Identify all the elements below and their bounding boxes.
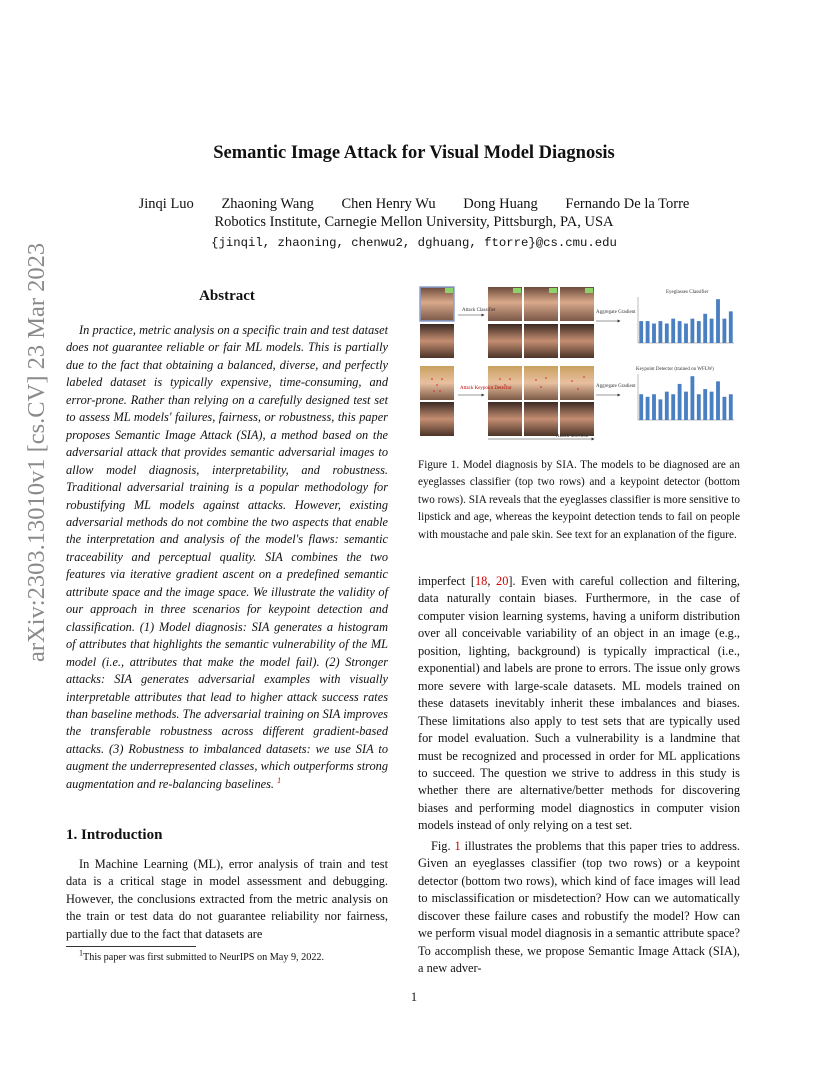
- chart-title: Eyeglasses Classifier: [666, 290, 709, 295]
- figure-link[interactable]: 1: [454, 838, 461, 853]
- text-run: Fig.: [431, 838, 455, 853]
- author-name: Jinqi Luo: [138, 196, 194, 212]
- chart-bar: [690, 376, 694, 420]
- chart-bar: [697, 394, 701, 420]
- footnote-text: This paper was first submitted to NeurIPS on May 9, 2022.: [83, 952, 325, 963]
- abstract-text: In practice, metric analysis on a specific train and test dataset does not guarantee reliable or fair ML models. This is partially due to the fact that obtaining a balanced, diverse, and perfectly labeled dataset is typically expensive, time-consuming, and error-prone. Rather than relying on a carefully designed test set to assess ML models' failures, fairness, or robustness, this paper proposes Semantic Image Attack (SIA), a method based on the adversarial attack that provides semantic adversarial images to allow model diagnosis, interpretability, and robustness. Traditional adversarial training is a popular methodology for robustifying ML models against attacks. However, existing adversarial methods do not combine the two aspects that enable the interpretation and analysis of the model's flaws: semantic traceability and perceptual quality. SIA combines the two features via iterative gradient ascent on a predefined semantic attribute space and the image space. We illustrate the validity of our approach in three scenarios for keypoint detection and classification. (1) Model diagnosis: SIA generates a histogram of attributes that highlights the semantic vulnerability of the ML model (i.e., attributes that make the model fail). (2) Stronger attacks: SIA generates adversarial examples with visually interpretable attributes that lead to higher attack success rates than baseline methods. The adversarial training on SIA improves the transferable robustness across different gradient-based attacks. (3) Robustness to imbalanced datasets: we use SIA to augment the underrepresented classes, which outperforms strong augmentation and re-balancing baselines.: [66, 323, 388, 791]
- chart-bar: [671, 319, 675, 343]
- aggregate-gradient-text: Aggregate Gradient: [596, 310, 636, 315]
- chart-bar: [703, 389, 707, 420]
- chart-bar: [684, 392, 688, 420]
- chart-bar: [658, 321, 662, 343]
- chart-bar: [639, 394, 643, 420]
- chart-bar: [652, 324, 656, 343]
- chart-bar: [646, 321, 650, 343]
- arxiv-stamp-text: arXiv:2303.13010v1 [cs.CV] 23 Mar 2023: [23, 242, 50, 662]
- chart-bar: [722, 397, 726, 420]
- chart-bar: [729, 311, 733, 343]
- footnote: [66, 948, 388, 963]
- chart-bar: [703, 314, 707, 343]
- text-run: ,: [487, 574, 497, 588]
- author-name: Chen Henry Wu: [341, 196, 436, 212]
- text-run: imperfect [: [418, 574, 475, 588]
- section-heading-introduction: 1. Introduction: [66, 827, 163, 843]
- author-name: Zhaoning Wang: [221, 196, 314, 212]
- chart-bar: [646, 397, 650, 420]
- paper-title: Semantic Image Attack for Visual Model Diagnosis: [213, 143, 615, 163]
- footnote-divider: [66, 946, 196, 947]
- author-name: Fernando De la Torre: [565, 196, 690, 212]
- chart-bar: [729, 394, 733, 420]
- chart-bar: [697, 321, 701, 343]
- abstract-body: [66, 322, 388, 793]
- page-number: 1: [410, 990, 418, 1004]
- paragraph: [418, 573, 740, 835]
- footnote-mark: 1: [79, 948, 83, 958]
- keypoint-detector-chart: [636, 367, 734, 420]
- eyeglasses-classifier-chart: [638, 290, 734, 343]
- detector-face-grid: [420, 366, 594, 436]
- chart-bar: [652, 394, 656, 420]
- text-run: ]. Even with careful collection and filtering, data naturally contain biases. Furthermore, in the case of computer vision learning systems, having a uniform distribution over all conceivable variability of an object in an image (e.g., position, lighting, background) is typically impractical (i.e., exponential) and labels are prone to errors. The issue only grows more severe with large-scale datasets. ML models trained on these datasets inevitably inherit these imbalances and biases. These limitations also apply to test sets that are typically used for model evaluation. Such a vulnerability is a landmine that must be recognized and processed in order for ML applications to succeed. The question we strive to address in this study is whether there are alternative/better methods for discovering biases and performing model diagnostics in computer vision models instead of only relying on a test set.: [418, 574, 741, 833]
- chart-bar: [639, 321, 643, 343]
- chart-bar: [678, 384, 682, 420]
- citation-link[interactable]: 18: [475, 574, 488, 588]
- citation-link[interactable]: 20: [496, 574, 509, 588]
- intro-paragraph: In Machine Learning (ML), error analysis of train and test data is a critical stage in model assessment and debugging. However, the conclusions extracted from the metric analysis on the train or test data do not guarantee reliability nor fairness, partially due to the fact that datasets are: [66, 857, 388, 941]
- chart-bar: [690, 319, 694, 343]
- chart-bar: [658, 399, 662, 420]
- chart-bar: [671, 394, 675, 420]
- paragraph: [418, 838, 740, 978]
- classifier-face-grid: [420, 287, 594, 358]
- chart-bar: [716, 299, 720, 343]
- figure-1-caption: Figure 1. Model diagnosis by SIA. The models to be diagnosed are an eyeglasses classifier (top two rows) and a keypoint detector (bottom two rows). SIA reveals that the eyeglasses classifier is more sensitive to lipstick and age, whereas the keypoint detection tends to fail on people with moustache and pale skin. See text for an explanation of the figure.: [418, 459, 740, 541]
- aggregate-gradient-bottom: [596, 384, 636, 395]
- chart-bar: [665, 392, 669, 420]
- chart-bar: [716, 381, 720, 420]
- author-list: [0, 196, 828, 213]
- chart-bar: [710, 392, 714, 420]
- attack-classifier-text: Attack Classifier: [462, 308, 496, 313]
- aggregate-gradient-text: Aggregate Gradient: [596, 384, 636, 389]
- chart-bar: [678, 321, 682, 343]
- affiliation: Robotics Institute, Carnegie Mellon University, Pittsburgh, PA, USA: [214, 214, 614, 230]
- chart-bar: [710, 319, 714, 343]
- chart-bar: [684, 324, 688, 343]
- text-run: illustrates the problems that this paper tries to address. Given an eyeglasses classifier (top two rows) or a keypoint detector (bottom two rows), which kind of face images will lead to misclassification or misdetection? How can we automatically discover these failure cases and robustify the model? How can we perform visual model diagnosis in a semantic attribute space? To accomplish these, we propose Semantic Image Attack (SIA), a new adver-: [418, 838, 740, 975]
- chart-title: Keypoint Detector (trained on WFLW): [636, 367, 714, 372]
- arxiv-stamp: [23, 242, 51, 662]
- author-name: Dong Huang: [463, 196, 538, 212]
- chart-bar: [665, 324, 669, 343]
- right-column-body: [418, 573, 740, 980]
- figure-1: [418, 283, 740, 443]
- footnote-link[interactable]: 1: [277, 775, 282, 785]
- attack-direction-text: Attack direction: [556, 434, 589, 439]
- abstract-heading: Abstract: [199, 288, 255, 304]
- author-emails: {jinqil, zhaoning, chenwu2, dghuang, ftorre}@cs.cmu.edu: [211, 236, 617, 250]
- attack-detector-text: Attack Keypoint Detector: [460, 386, 512, 391]
- aggregate-gradient-top: [596, 310, 636, 321]
- chart-bar: [722, 319, 726, 343]
